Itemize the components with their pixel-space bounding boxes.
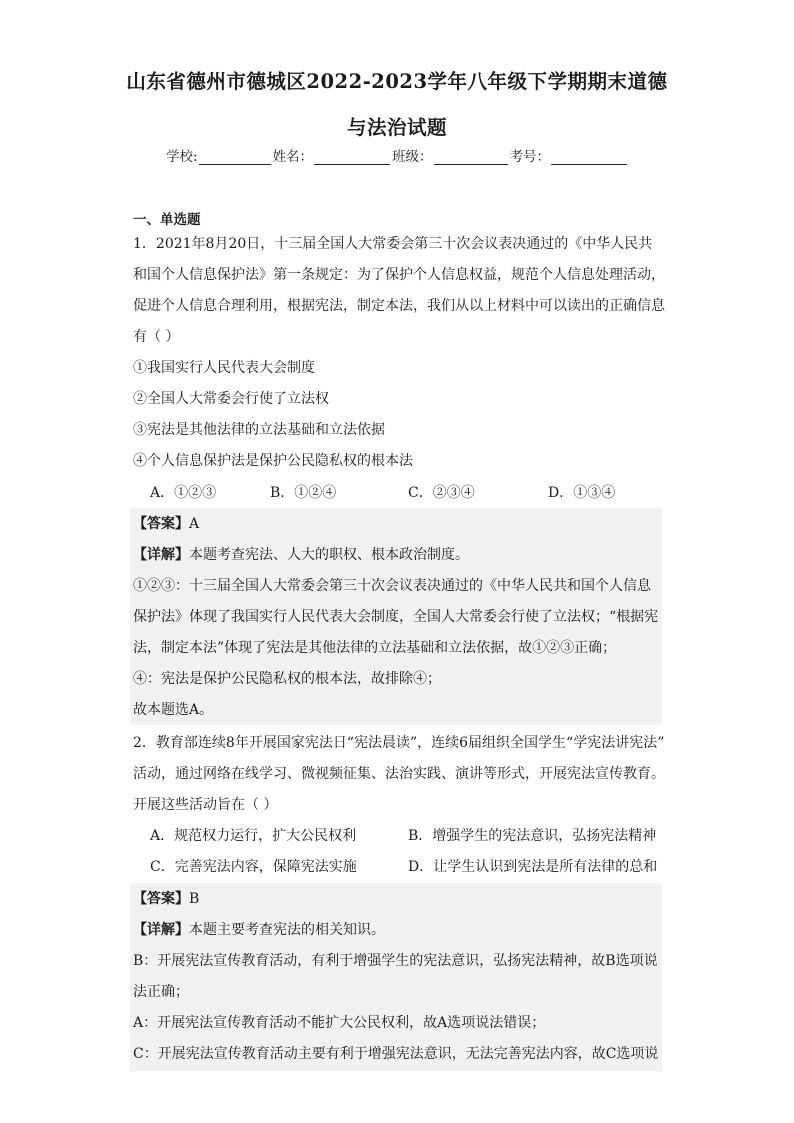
name-blank[interactable] — [314, 150, 390, 165]
student-info-row — [166, 145, 629, 165]
exam-no-field[interactable] — [510, 145, 630, 165]
school-field[interactable] — [166, 145, 273, 165]
q1-option-d[interactable]: D．①③④ — [548, 485, 616, 501]
detail-tag: 【详解】 — [133, 922, 189, 938]
q2-option-c[interactable]: C．完善宪法内容，保障宪法实施 — [150, 859, 357, 875]
q1-stem-line: 促进个人信息合理利用，根据宪法，制定本法，我们从以上材料中可以读出的正确信息 — [133, 298, 665, 314]
answer-tag: 【答案】 — [133, 516, 189, 532]
q1-statement: ①我国实行人民代表大会制度 — [133, 360, 315, 376]
q1-detail-line: 法，制定本法”体现了宪法是其他法律的立法基础和立法依据，故①②③正确； — [133, 640, 617, 656]
q1-statement: ②全国人大常委会行使了立法权 — [133, 391, 329, 407]
q2-answer — [133, 888, 199, 908]
q1-answer — [133, 513, 199, 533]
q1-detail-line: ①②③：十三届全国人大常委会第三十次会议表决通过的《中华人民共和国个人信息 — [133, 578, 651, 594]
q1-option-a[interactable]: A．①②③ — [150, 485, 217, 501]
answer-tag: 【答案】 — [133, 891, 189, 907]
q2-detail-line — [133, 919, 385, 939]
q2-stem-line: 开展这些活动旨在（ ） — [133, 797, 278, 813]
q1-detail-line: 保护法》体现了我国实行人民代表大会制度，全国人大常委会行使了立法权；“根据宪 — [133, 609, 659, 625]
q1-detail-line: 故本题选A。 — [133, 702, 214, 718]
q1-statement: ④个人信息保护法是保护公民隐私权的根本法 — [133, 453, 413, 469]
q2-detail-line: A：开展宪法宣传教育活动不能扩大公民权利，故A选项说法错误； — [133, 1015, 546, 1031]
q1-detail-line — [133, 544, 469, 564]
q1-option-c[interactable]: C．②③④ — [408, 485, 475, 501]
detail-text: 本题考查宪法、人大的职权、根本政治制度。 — [189, 547, 469, 563]
answer-value: B — [189, 891, 200, 907]
name-field[interactable] — [273, 145, 393, 165]
exam-no-label: 考号： — [509, 149, 551, 165]
q1-statement: ③宪法是其他法律的立法基础和立法依据 — [133, 422, 385, 438]
school-label: 学校: — [166, 149, 198, 165]
class-blank[interactable] — [434, 150, 508, 165]
class-field[interactable] — [392, 145, 510, 165]
q1-stem-line: 1．2021年8月20日，十三届全国人大常委会第三十次会议表决通过的《中华人民共 — [133, 236, 653, 252]
q2-stem-line: 2．教育部连续8年开展国家宪法日“宪法晨读”，连续6届组织全国学生“学宪法讲宪法” — [133, 735, 665, 751]
answer-value: A — [189, 516, 200, 532]
section-heading: 一、单选题 — [133, 212, 201, 228]
q2-stem-line: 活动，通过网络在线学习、微视频征集、法治实践、演讲等形式，开展宪法宣传教育。 — [133, 766, 665, 782]
q1-option-b[interactable]: B．①②④ — [270, 485, 337, 501]
exam-title-line1: 山东省德州市德城区2022-2023学年八年级下学期期末道德 — [126, 70, 668, 93]
exam-title-line2: 与法治试题 — [346, 116, 447, 139]
class-label: 班级： — [392, 149, 433, 165]
q2-option-d[interactable]: D．让学生认识到宪法是所有法律的总和 — [408, 859, 658, 875]
q2-option-b[interactable]: B．增强学生的宪法意识，弘扬宪法精神 — [408, 828, 657, 844]
exam-no-blank[interactable] — [551, 150, 627, 165]
detail-tag: 【详解】 — [133, 547, 189, 563]
detail-text: 本题主要考查宪法的相关知识。 — [189, 922, 385, 938]
q2-detail-line: B：开展宪法宣传教育活动，有利于增强学生的宪法意识，弘扬宪法精神，故B选项说 — [133, 953, 658, 969]
name-label: 姓名： — [272, 149, 314, 165]
q1-stem-line: 有（ ） — [133, 329, 180, 345]
school-blank[interactable] — [199, 150, 271, 165]
q1-stem-line: 和国个人信息保护法》第一条规定：为了保护个人信息权益，规范个人信息处理活动， — [133, 267, 665, 283]
q2-detail-line: 法正确； — [133, 984, 189, 1000]
q2-option-a[interactable]: A．规范权力运行，扩大公民权利 — [150, 828, 357, 844]
q1-detail-line: ④：宪法是保护公民隐私权的根本法，故排除④； — [133, 671, 441, 687]
q2-detail-line: C：开展宪法宣传教育活动主要有利于增强宪法意识，无法完善宪法内容，故C选项说 — [133, 1046, 659, 1062]
